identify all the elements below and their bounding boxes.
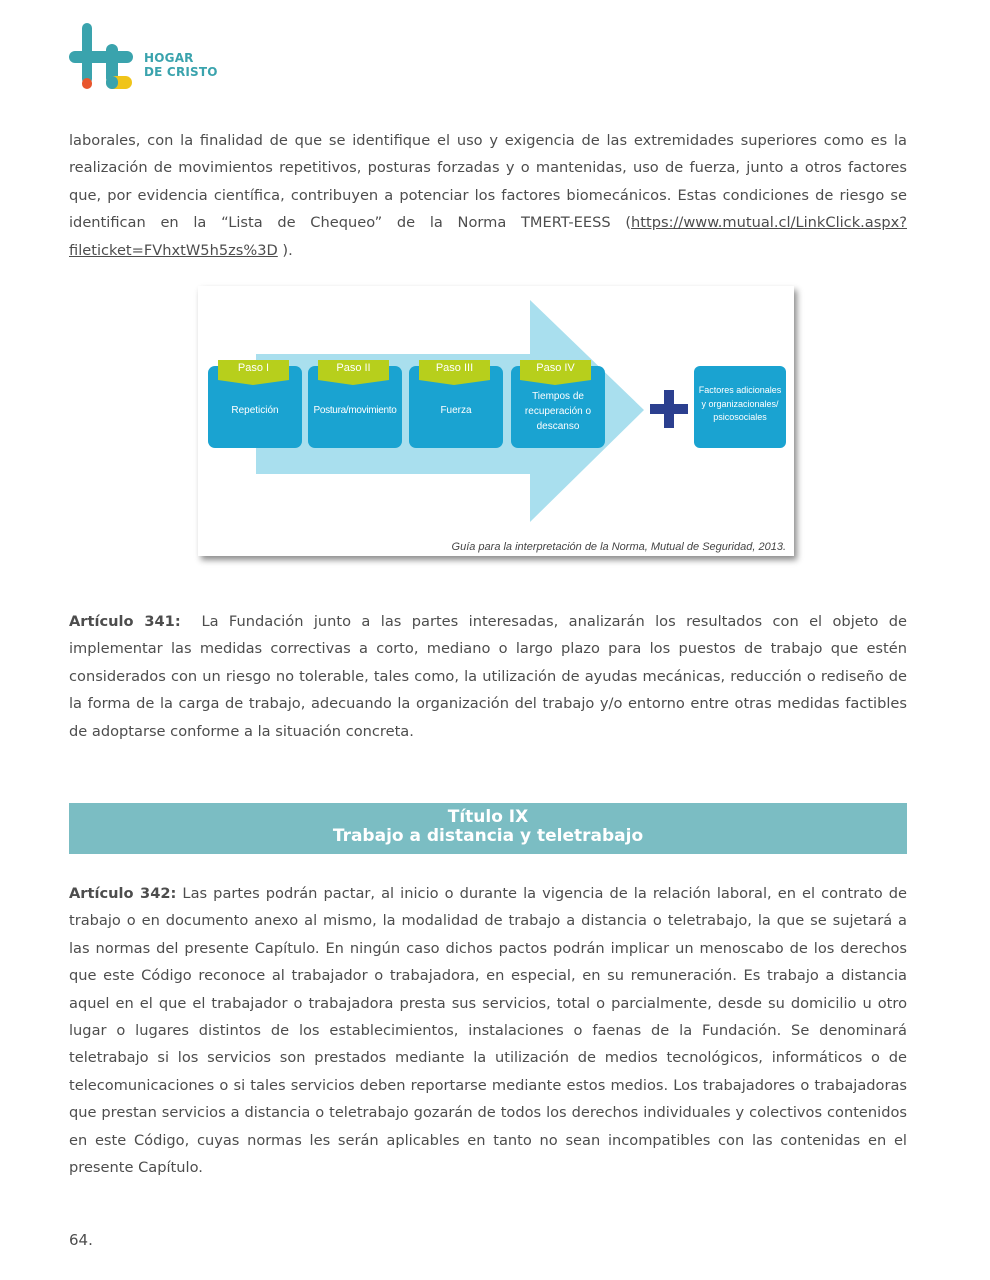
article-342-text: Las partes podrán pactar, al inicio o durante la vigencia de la relación laboral, en el contrato de trabajo o en documento anexo al mismo, la modalidad de trabajo a distancia o teletrabajo, la que se sujetará a las normas del presente Capítulo. En ningún caso dichos pactos podrán implicar un menoscabo de los derechos que este Código reconoce al trabajador o trabajadora, en especial, en su remuneración. Es trabajo a distancia aquel en el que el trabajador o trabajadora presta sus servicios, total o parcialmente, desde su domicilio u otro lugar o lugares distintos de los establecimientos, instalaciones o faenas de la Fundación. Se denominará teletrabajo si los servicios son prestados mediante la utilización de medios tecnológicos, informáticos o de telecomunicaciones o si tales servicios deben reportarse mediante estos medios. Los trabajadores o trabajadoras que prestan servicios a distancia o teletrabajo gozarán de todos los derechos individuales y colectivos contenidos en este Código, cuyas normas les serán aplicables en tanto no sean incompatibles con las contenidas en el presente Capítulo. — [69, 885, 907, 1177]
step-text-3: Fuerza — [440, 405, 472, 416]
step-text-2: Postura/movimiento — [313, 405, 397, 416]
step-text-4: Tiempos de recuperación o descanso — [524, 391, 592, 432]
step-tag-label-3: Paso III — [435, 362, 474, 374]
extra-factors-text: Factores adicionales y organizacionales/ psicosociales — [698, 385, 782, 422]
article-342-label: Artículo 342: — [69, 885, 177, 902]
page-number: 64. — [69, 1231, 93, 1249]
figure-caption: Guía para la interpretación de la Norma, Mutual de Seguridad, 2013. — [451, 541, 786, 553]
intro-text: laborales, con la finalidad de que se identifique el uso y exigencia de las extremidades superiores como es la realización de movimientos repetitivos, posturas forzadas y o mantenidas, uso de fuerza, junto a otros factores que, por evidencia científica, contribuyen a potenciar los factores biomecánicos. Estas condiciones de riesgo se identifican en la “Lista de Chequeo” de la Norma TMERT-EESS ( — [69, 132, 907, 232]
article-341-paragraph — [69, 608, 912, 745]
step-tag-label-2: Paso II — [336, 362, 371, 374]
hogar-de-cristo-logo — [68, 22, 228, 92]
plus-icon — [650, 390, 688, 428]
tmert-steps-figure — [198, 286, 794, 556]
mutual-link[interactable]: https://www.mutual.cl/LinkClick.aspx?fileticket=FVhxtW5h5zs%3D — [69, 214, 907, 259]
cross-logo-icon — [68, 22, 138, 92]
logo-line-2: DE CRISTO — [144, 65, 218, 79]
intro-tail: ). — [277, 241, 293, 259]
logo-line-1: HOGAR — [144, 51, 194, 65]
article-342-paragraph — [69, 880, 907, 1181]
step-text-1: Repetición — [231, 405, 279, 416]
section-title-bar — [69, 803, 907, 854]
intro-paragraph — [69, 127, 907, 264]
article-341-label: Artículo 341: — [69, 613, 181, 630]
article-341-text: La Fundación junto a las partes interesadas, analizarán los resultados con el objeto de implementar las medidas correctivas a corto, mediano o largo plazo para los puestos de trabajo que estén considerados con un riesgo no tolerable, tales como, la utilización de ayudas mecánicas, reducción o rediseño de la forma de la carga de trabajo, adecuando la organización del trabajo y/o entorno entre otras medidas factibles de adoptarse conforme a la situación concreta. — [69, 613, 912, 740]
section-title-line-1: Título IX — [447, 807, 529, 827]
section-title-line-2: Trabajo a distancia y teletrabajo — [332, 826, 644, 846]
step-tag-label-4: Paso IV — [536, 362, 575, 374]
step-tag-label-1: Paso I — [237, 362, 270, 374]
